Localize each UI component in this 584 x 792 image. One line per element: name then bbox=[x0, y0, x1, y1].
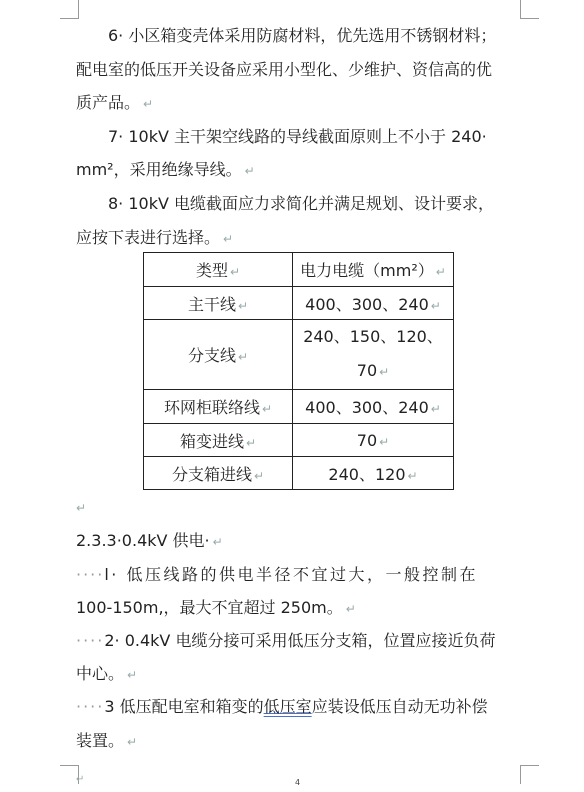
table-row bbox=[144, 320, 454, 390]
paragraph-mark-icon: ↵ bbox=[127, 668, 138, 682]
para-8-line-1: 8· 10kV 电缆截面应力求简化并满足规划、设计要求， bbox=[108, 194, 495, 213]
section-heading: 2.3.3·0.4kV 供电· ↵ bbox=[76, 531, 223, 550]
table-cell-value: 400、300、240 ↵ bbox=[293, 287, 454, 320]
para-6-line-2: 配电室的低压开关设备应采用小型化、少维护、资信高的优 bbox=[76, 60, 493, 79]
table-row bbox=[144, 287, 454, 320]
item-2-line-1: ····2· 0.4kV 电缆分接可采用低压分支箱，位置应接近负荷 bbox=[76, 631, 496, 650]
table-header-row bbox=[144, 253, 454, 287]
table-cell-type: 分支线 ↵ bbox=[144, 320, 293, 390]
table-header-cell: 类型 ↵ bbox=[144, 253, 293, 287]
para-8-line-2: 应按下表进行选择。 ↵ bbox=[76, 228, 234, 247]
crop-mark-top-left bbox=[60, 0, 79, 19]
paragraph-mark-icon: ↵ bbox=[244, 164, 255, 178]
cable-section-table bbox=[143, 252, 454, 490]
para-6-line-1: 6· 小区箱变壳体采用防腐材料，优先选用不锈钢材料； bbox=[108, 26, 497, 45]
empty-paragraph bbox=[76, 497, 86, 518]
table-header-cell: 电力电缆（mm²） ↵ bbox=[293, 253, 454, 287]
footer-paragraph-mark-icon: ↵ bbox=[76, 774, 85, 785]
table-cell-type: 分支箱进线 ↵ bbox=[144, 457, 293, 490]
paragraph-mark-icon: ↵ bbox=[223, 232, 234, 246]
table-cell-value: 400、300、240 ↵ bbox=[293, 390, 454, 424]
page-number: 4 bbox=[295, 778, 301, 787]
table-row bbox=[144, 390, 454, 424]
paragraph-mark-icon: ↵ bbox=[76, 501, 87, 515]
para-7-line-2: mm²，采用绝缘导线。 ↵ bbox=[76, 160, 255, 179]
table-cell-type: 环网柜联络线 ↵ bbox=[144, 390, 293, 424]
paragraph-mark-icon: ↵ bbox=[212, 535, 223, 549]
para-7-line-1: 7· 10kV 主干架空线路的导线截面原则上不小于 240· bbox=[108, 127, 487, 146]
table-row bbox=[144, 457, 454, 490]
paragraph-mark-icon: ↵ bbox=[345, 602, 356, 616]
item-3-line-2: 装置。 ↵ bbox=[76, 731, 138, 750]
table-cell-value: 240、150、120、 70 ↵ bbox=[293, 320, 454, 390]
paragraph-mark-icon: ↵ bbox=[143, 97, 154, 111]
table-cell-value: 70 ↵ bbox=[293, 424, 454, 457]
item-3-line-1: ····3 低压配电室和箱变的低压室应装设低压自动无功补偿 bbox=[76, 697, 488, 716]
table-cell-type: 箱变进线 ↵ bbox=[144, 424, 293, 457]
spellcheck-underlined-text: 低压室 bbox=[263, 697, 312, 716]
crop-mark-bottom-right bbox=[520, 765, 539, 784]
para-6-line-3: 质产品。 ↵ bbox=[76, 93, 154, 112]
crop-mark-top-right bbox=[520, 0, 539, 19]
table-row bbox=[144, 424, 454, 457]
table-cell-value: 240、120 ↵ bbox=[293, 457, 454, 490]
table-cell-type: 主干线 ↵ bbox=[144, 287, 293, 320]
item-1-line-1: ····l· 低压线路的供电半径不宜过大，一般控制在 bbox=[76, 565, 478, 584]
item-2-line-2: 中心。 ↵ bbox=[76, 664, 138, 683]
paragraph-mark-icon: ↵ bbox=[127, 735, 138, 749]
item-1-line-2: 100-150m,，最大不宜超过 250m。 ↵ bbox=[76, 598, 356, 617]
